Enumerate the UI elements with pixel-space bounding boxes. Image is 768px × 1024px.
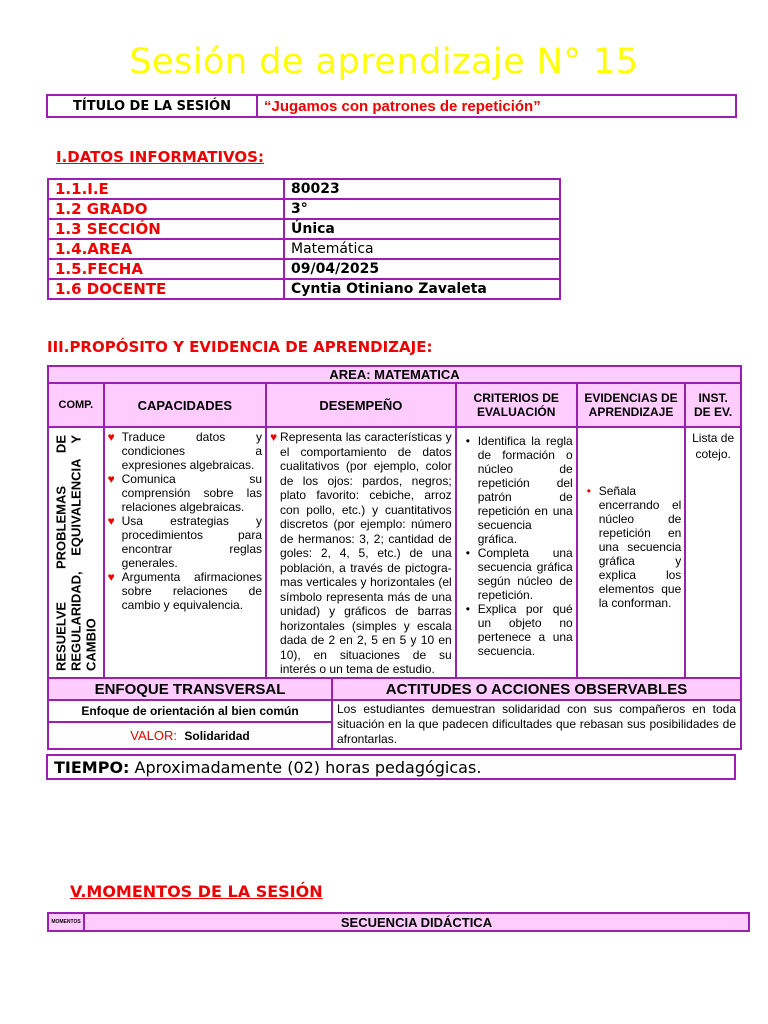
datos-key: 1.3 SECCIÓN [48,219,284,239]
inst-header: INST. DE EV. [685,383,741,427]
evidencias-header: EVIDENCIAS DE APRENDIZAJE [577,383,686,427]
datos-table [47,178,561,300]
evidencia-text: Señala encerrando el núcleo de repetición en una secuencia gráfica y explica los elementos que la conforman. [598,484,682,610]
list-item [108,472,262,514]
heart-icon: ♥ [270,430,278,444]
titulo-value: “Jugamos con patrones de repetición” [257,95,736,117]
competencia-cell [48,427,104,680]
area-header: AREA: MATEMATICA [48,366,741,383]
desempeno-header: DESEMPEÑO [266,383,456,427]
comp-header: COMP. [48,383,104,427]
datos-value: 3° [284,199,560,219]
datos-key: 1.5.FECHA [48,259,284,279]
heart-icon: ♥ [107,430,115,444]
tiempo-value: Aproximadamente (02) horas pedagógicas. [129,758,482,777]
momentos-table [47,912,750,932]
proposito-table [47,365,742,681]
bullet-icon: • [465,434,470,448]
valor-cell [48,722,332,749]
titulo-label: TÍTULO DE LA SESIÓN [47,95,257,117]
capacidad-text: Traduce datos y condiciones a expresiones algebraicas. [121,430,263,472]
list-item [464,434,573,546]
bullet-icon: • [586,484,591,498]
datos-row [48,219,560,239]
list-item [108,570,262,612]
valor-label: VALOR: [130,728,178,744]
list-item [464,546,573,602]
criterios-header: CRITERIOS DE EVALUACIÓN [456,383,577,427]
datos-key: 1.4.AREA [48,239,284,259]
capacidades-header: CAPACIDADES [104,383,266,427]
datos-value: 09/04/2025 [284,259,560,279]
enfoque-header: ENFOQUE TRANSVERSAL [48,678,332,700]
datos-value: 80023 [284,179,560,199]
list-item [585,484,682,610]
datos-row [48,279,560,299]
momentos-heading: V.MOMENTOS DE LA SESIÓN [70,882,323,901]
bullet-icon: • [465,602,470,616]
desempeno-text: Representa las características y el comportamiento de datos cualitativos (por ejemplo, color de los ojos: pardos, negros; plato favorito: cebiche, arroz con pollo, etc.) y cuantitativos discretos (por ejemplo: número de hermanos: 3, 2; cantidad de goles: 2, 4, 5, etc.) de una población, a través de pictogra-mas verticales y horizontales (el símbolo representa más de una unidad) y gráficos de barras horizontales (simples y escala dada de 2 en 2, 5 en 5 y 10 en 10), en situaciones de su interés o un tema de estudio. [280,430,452,676]
list-item [108,430,262,472]
evidencia-cell [577,427,686,680]
capacidad-text: Argumenta afirmaciones sobre relaciones de cambio y equivalencia. [121,570,263,612]
secuencia-col-header: SECUENCIA DIDÁCTICA [84,913,749,931]
tiempo-label: TIEMPO: [54,758,130,777]
datos-key: 1.1.I.E [48,179,284,199]
competencia-text: RESUELVE PROBLEMAS DE REGULARIDAD, EQUIVALENCIA Y CAMBIO [53,435,99,672]
actitud-text: Los estudiantes demuestran solidaridad con sus compañeros en toda situación en la que padecen dificultades que rebasan sus posibilidades de afrontarlas. [332,700,741,749]
criterios-cell [456,427,577,680]
capacidades-cell [104,427,266,680]
criterio-text: Explica por qué un objeto no pertenece a una secuencia. [477,602,573,658]
datos-row [48,199,560,219]
bullet-icon: • [465,546,470,560]
list-item [464,602,573,658]
enfoque-table [47,677,742,750]
list-item [108,514,262,570]
datos-value: Única [284,219,560,239]
datos-value: Matemática [284,239,560,259]
datos-key: 1.2 GRADO [48,199,284,219]
momentos-col-header: MOMENTOS [48,913,84,931]
titulo-table [46,94,737,118]
page-title: Sesión de aprendizaje N° 15 [129,42,639,82]
instrumento-cell: Lista de cotejo. [685,427,741,680]
tiempo-box [46,754,736,780]
list-item [270,430,452,677]
datos-row [48,259,560,279]
criterio-text: Identifica la regla de formación o núcleo de repetición del patrón de repetición en una secuencia gráfica. [477,434,573,546]
heart-icon: ♥ [107,514,115,528]
desempeno-cell [266,427,456,680]
capacidad-text: Usa estrategias y procedimientos para encontrar reglas generales. [121,514,263,570]
heart-icon: ♥ [107,570,115,584]
enfoque-nombre: Enfoque de orientación al bien común [48,700,332,722]
criterio-text: Completa una secuencia gráfica según núcleo de repetición. [477,546,573,602]
datos-row [48,179,560,199]
datos-heading: I.DATOS INFORMATIVOS: [56,148,264,166]
proposito-heading: III.PROPÓSITO Y EVIDENCIA DE APRENDIZAJE: [47,338,433,356]
datos-key: 1.6 DOCENTE [48,279,284,299]
valor-value: Solidaridad [184,729,250,744]
capacidad-text: Comunica su comprensión sobre las relaciones algebraicas. [121,472,263,514]
actitudes-header: ACTITUDES O ACCIONES OBSERVABLES [332,678,741,700]
datos-value: Cyntia Otiniano Zavaleta [284,279,560,299]
heart-icon: ♥ [107,472,115,486]
datos-row [48,239,560,259]
